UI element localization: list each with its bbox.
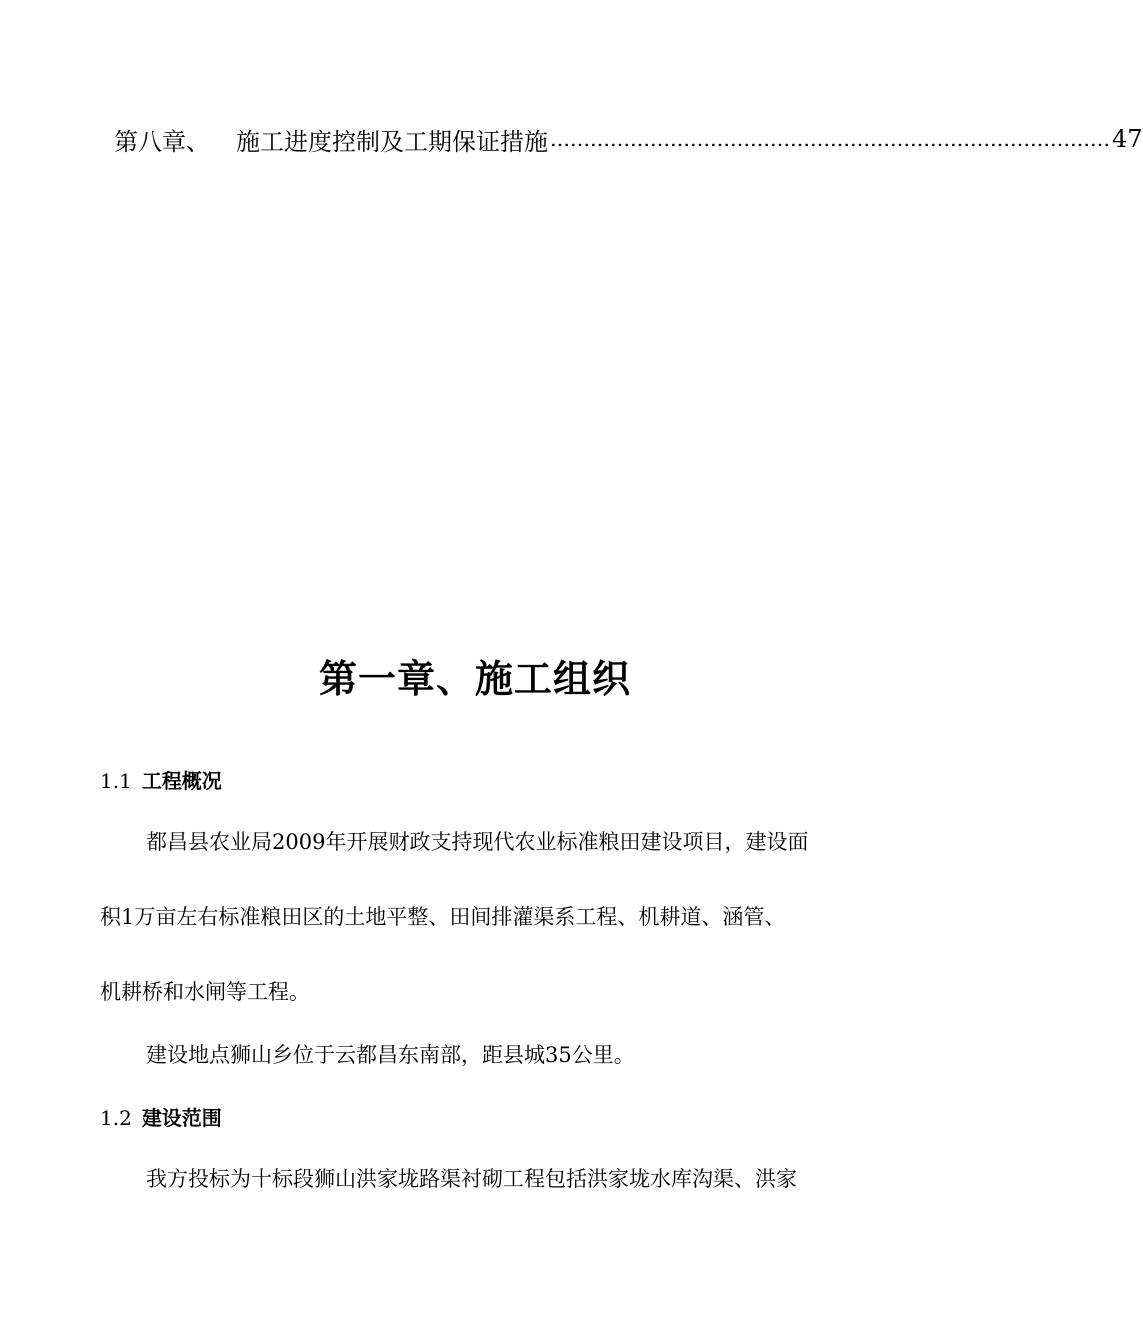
toc-page-number: 47 (1112, 125, 1143, 153)
section-number: 1.1 (100, 769, 132, 793)
section-number: 1.2 (100, 1106, 132, 1130)
toc-chapter-label: 第八章、 (114, 127, 210, 156)
toc-entry-title: 施工进度控制及工期保证措施 (236, 127, 548, 156)
section-heading-1-1 (100, 765, 222, 794)
paragraph-line: 建设地点狮山乡位于云都昌东南部，距县城35公里。 (146, 1043, 635, 1067)
section-title: 工程概况 (141, 769, 222, 793)
toc-dot-leader: ………………………………………………………………………… (550, 127, 1110, 151)
paragraph-line: 积1万亩左右标准粮田区的土地平整、田间排灌渠系工程、机耕道、涵管、 (100, 905, 786, 929)
paragraph-line: 我方投标为十标段狮山洪家垅路渠衬砌工程包括洪家垅水库沟渠、洪家 (146, 1167, 797, 1191)
paragraph-line: 机耕桥和水闸等工程。 (100, 980, 310, 1004)
paragraph-line: 都昌县农业局2009年开展财政支持现代农业标准粮田建设项目，建设面 (146, 830, 809, 854)
section-title: 建设范围 (141, 1106, 222, 1130)
toc-entry[interactable] (114, 122, 1143, 156)
chapter-title: 第一章、施工组织 (318, 656, 631, 701)
section-heading-1-2 (100, 1102, 222, 1131)
